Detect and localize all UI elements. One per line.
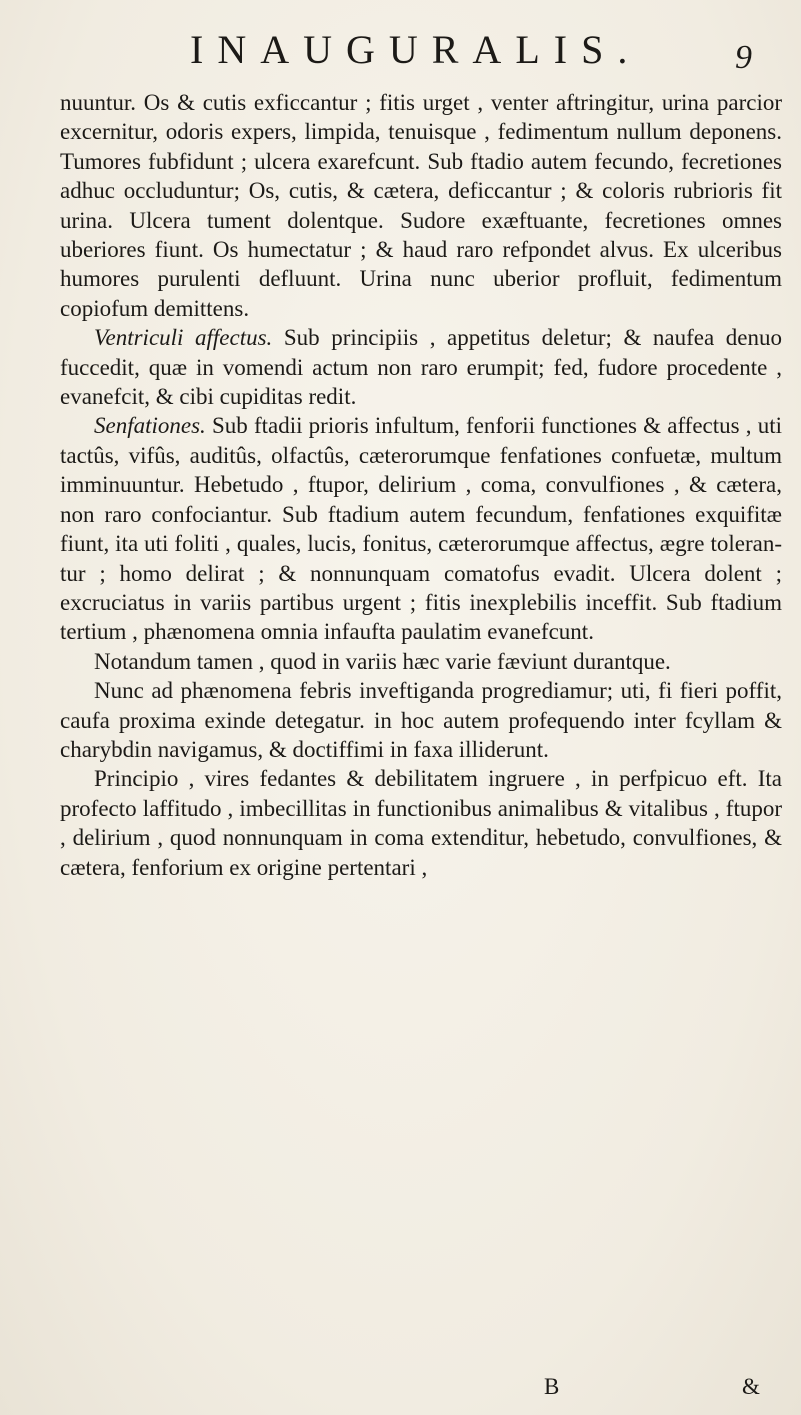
paragraph-symptoms-continued — [60, 88, 782, 323]
paragraph-text: Principio , vires fedantes & debilitatem ingruere , in perfpicuo eft. Ita profecto laffitudo , imbecillitas in functionibus animalibus & vitalibus , ftupor , delirium , quod nonnunquam in coma extenditur, hebetudo, convulfiones, & cætera, fenforium ex origine pertentari , — [60, 766, 782, 880]
paragraph-lead-ventriculi: Ventriculi affectus. — [94, 325, 273, 351]
signature-mark: B — [544, 1374, 560, 1399]
page-footer — [60, 1372, 782, 1402]
paragraph-text: nuuntur. Os & cutis exficcantur ; fitis urget , venter aftringitur, urina parcior excernitur, odoris expers, limpida, tenuisque , fedimentum nullum deponens. Tumores fubfidunt ; ulcera exarefcunt. Sub ftadio autem fecundo, fecretiones adhuc occluduntur; Os, cutis, & cætera, deficcantur ; & coloris rubrioris fit urina. Ulcera tument dolentque. Sudore exæftuante, fecretiones omnes uberiores fiunt. Os humectatur ; & haud raro refpondet alvus. Ex ulceribus humores purulenti defluunt. Urina nunc uberior profluit, fedimentum copiofum demittens. — [60, 90, 782, 321]
paragraph-lead-senfationes: Senfationes. — [94, 413, 206, 439]
paragraph-principio — [60, 764, 782, 882]
catchword: & — [742, 1374, 760, 1399]
paragraph-senfationes — [60, 411, 782, 646]
paragraph-notandum — [60, 647, 782, 676]
paragraph-nunc — [60, 676, 782, 764]
body-text — [60, 88, 782, 882]
paragraph-text: Sub principiis , appetitus deletur; & naufea denuo fuccedit, quæ in vomendi actum non raro erumpit; fed, fudore procedente , evanefcit, & cibi cupiditas redit. — [60, 325, 782, 410]
running-head: INAUGURALIS. — [190, 27, 642, 72]
paragraph-text: Sub ftadii prioris infultum, fenforii functiones & affectus , uti tactûs, vifûs, auditûs, olfactûs, cæterorumque fenfationes confuetæ, multum imminuuntur. Hebetudo , ftupor, delirium , coma, convulfiones , & cætera, non raro confociantur. Sub ftadium autem fecundum, fenfationes exquifitæ fiunt, ita uti foliti , quales, lucis, fonitus, cæterorumque affectus, ægre tolerantur ; homo delirat ; & nonnunquam comatofus evadit. Ulcera dolent ; excruciatus in variis partibus urgent ; fitis inexplebilis inceffit. Sub ftadium tertium , phænomena omnia infaufta paulatim evanefcunt. — [60, 413, 782, 645]
page-number: 9 — [735, 39, 752, 76]
paragraph-ventriculi — [60, 323, 782, 411]
paragraph-text: Notandum tamen , quod in variis hæc varie fæviunt durantque. — [94, 648, 671, 674]
paragraph-text: Nunc ad phænomena febris inveftiganda progrediamur; uti, fi fieri poffit, caufa proxima exinde detegatur. in hoc autem profequendo inter fcyllam & charybdin navigamus, & doctiffimi in faxa illiderunt. — [60, 678, 782, 762]
